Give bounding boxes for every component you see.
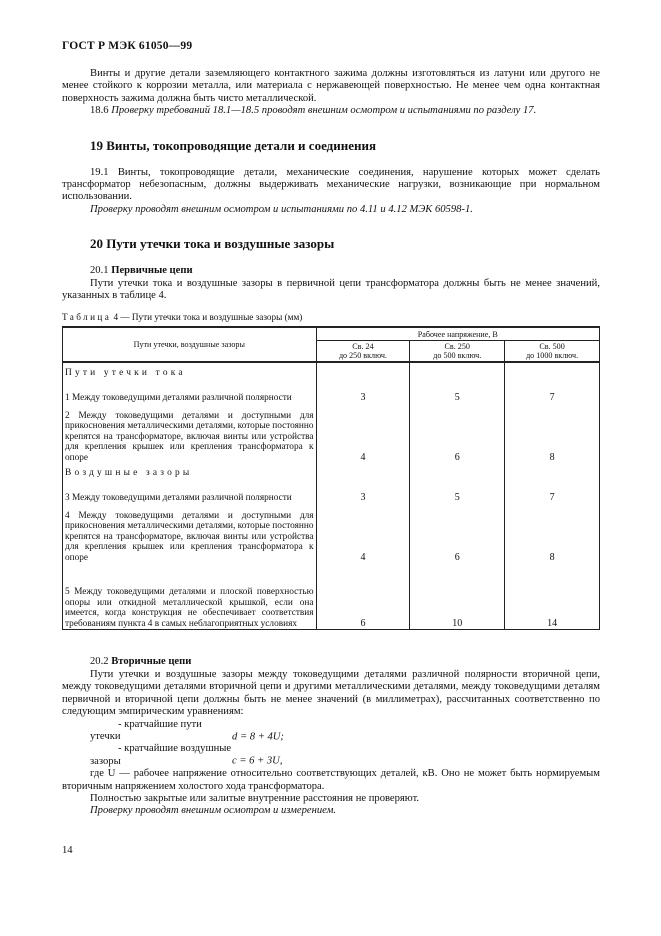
paragraph-20-2: Пути утечки и воздушные зазоры между токоведущими деталями различной полярности вторичной цепи, между токоведущими деталями вторичной цепи и другими металлическими деталями, между токоведущими деталям первичной и вторичной цепи должны быть не менее значений (в миллиметрах), рассчитанных соответственно по следующим эмпирическим уравнениям: xyxy=(62,668,600,718)
document-page xyxy=(62,40,600,818)
table-row: 4 Между токоведущими деталями и доступными для прикосновения металлическими деталями, которые постоянно крепятся на трансформаторе, включая винты или устройства для крепления крышек или крепления трансформатора к опоре 4 6 8 xyxy=(63,503,600,563)
subsection-title: Первичные цепи xyxy=(111,265,193,277)
page-number: 14 xyxy=(62,845,73,856)
table-header-voltage: Рабочее напряжение, В xyxy=(316,327,599,341)
table-section-clearance: Воздушные зазоры xyxy=(63,463,600,479)
subsection-20-2 xyxy=(62,656,600,668)
clause-text: Проверку требований 18.1—18.5 проводят внешним осмотром и испытаниями по разделу 17. xyxy=(111,105,537,117)
table-header-col2: Св. 250 до 500 включ. xyxy=(410,341,505,363)
table-section-creepage: Пути утечки тока xyxy=(63,362,600,379)
document-header: ГОСТ Р МЭК 61050—99 xyxy=(62,40,193,52)
subsection-title: Вторичные цепи xyxy=(111,656,192,668)
table-header-paths: Пути утечки, воздушные зазоры xyxy=(63,327,317,362)
table-row: 3 Между токоведущими деталями различной полярности 3 5 7 xyxy=(63,479,600,503)
subsection-number: 20.1 xyxy=(90,265,109,277)
table-header-col1: Св. 24 до 250 включ. xyxy=(316,341,410,363)
clause-number: 18.6 xyxy=(90,105,109,117)
subsection-20-1 xyxy=(62,265,600,277)
paragraph-check: Проверку проводят внешним осмотром и измерением. xyxy=(90,805,337,817)
paragraph-closed: Полностью закрытые или залитые внутренние расстояния не проверяют. xyxy=(90,792,420,804)
table-caption-prefix: Таблица xyxy=(62,312,112,323)
clearance-table xyxy=(62,326,600,630)
paragraph-intro: Винты и другие детали заземляющего контактного зажима должны изготовляться из латуни или другого не менее стойкого к коррозии металла, или материала с нержавеющей поверхностью. Не менее чем одна контактная поверхность зажима должна быть чисто металлической. xyxy=(62,68,600,104)
table-row: 5 Между токоведущими деталями и плоской поверхностью опоры или откидной металлической крышкой, если она имеется, когда конструкция не обеспечивает соответствия требованиям пункта 4 в самых неблагоприятных условиях 6 10 14 xyxy=(63,563,600,630)
table-caption-text: 4 — Пути утечки тока и воздушные зазоры (мм) xyxy=(113,312,303,323)
paragraph-where: где U — рабочее напряжение относительно соответствующих деталей, кВ. Оно не может быть нормируемым вторичным напряжением холостого хода трансформатора. xyxy=(62,768,600,792)
subsection-number: 20.2 xyxy=(90,656,109,668)
paragraph-20-1: Пути утечки тока и воздушные зазоры в первичной цепи трансформатора должны быть не менее значений, указанных в таблице 4. xyxy=(62,277,600,302)
section-20-title: 20 Пути утечки тока и воздушные зазоры xyxy=(90,236,335,252)
section-19-title: 19 Винты, токопроводящие детали и соединения xyxy=(90,137,377,153)
formula-clearance: - кратчайшие воздушные зазоры c = 6 + 3U, xyxy=(90,743,283,767)
table-row: 1 Между токоведущими деталями различной полярности 3 5 7 xyxy=(63,379,600,403)
table-caption xyxy=(62,312,600,322)
paragraph-18-6 xyxy=(62,105,600,117)
table-row: 2 Между токоведущими деталями и доступными для прикосновения металлическими деталями, которые постоянно крепятся на трансформаторе, включая винты или устройства для крепления крышек или крепления трансформатора к опоре 4 6 8 xyxy=(63,403,600,463)
paragraph-19-check: Проверку проводят внешним осмотром и испытаниями по 4.11 и 4.12 МЭК 60598-1. xyxy=(90,203,473,215)
table-header-col3: Св. 500 до 1000 включ. xyxy=(505,341,600,363)
formula-creepage: - кратчайшие пути утечки d = 8 + 4U; xyxy=(90,718,284,742)
paragraph-19-1: 19.1 Винты, токопроводящие детали, механические соединения, нарушение которых может сделать трансформатор небезопасным, должны выдерживать механические нагрузки, возникающие при нормальном использовании. xyxy=(62,166,600,203)
